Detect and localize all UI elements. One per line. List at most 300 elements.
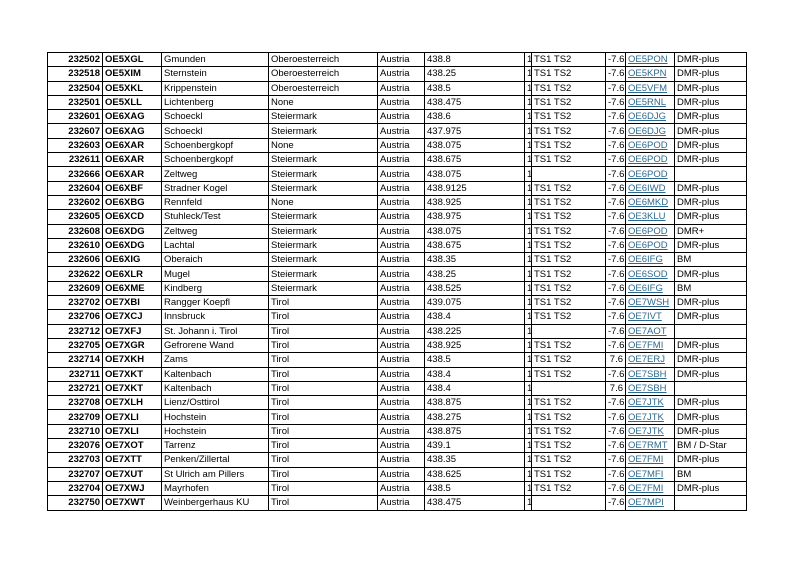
country-cell: Austria: [378, 153, 425, 167]
color-code-cell: 1: [525, 410, 532, 424]
location-cell: Mugel: [162, 267, 269, 281]
location-cell: Weinbergerhaus KU: [162, 496, 269, 510]
table-row: [48, 310, 747, 324]
region-cell: Tirol: [269, 496, 378, 510]
callsign-cell: OE5XGL: [103, 53, 162, 67]
location-cell: Kaltenbach: [162, 367, 269, 381]
color-code-cell: 1: [525, 181, 532, 195]
location-cell: St. Johann i. Tirol: [162, 324, 269, 338]
timeslots-cell: TS1 TS2: [532, 481, 606, 495]
timeslots-cell: TS1 TS2: [532, 67, 606, 81]
frequency-cell: 438.5: [425, 353, 525, 367]
table-row: [48, 95, 747, 109]
sysop-link[interactable]: OE5PON: [626, 53, 675, 67]
table-row: [48, 267, 747, 281]
repeater-id-cell: 232606: [48, 253, 103, 267]
location-cell: Rangger Koepfl: [162, 296, 269, 310]
table-row: [48, 67, 747, 81]
table-row: [48, 338, 747, 352]
callsign-cell: OE6XAR: [103, 138, 162, 152]
timeslots-cell: TS1 TS2: [532, 424, 606, 438]
frequency-cell: 437.975: [425, 124, 525, 138]
location-cell: Kindberg: [162, 281, 269, 295]
callsign-cell: OE7XOT: [103, 439, 162, 453]
region-cell: Steiermark: [269, 238, 378, 252]
frequency-cell: 438.5: [425, 81, 525, 95]
frequency-cell: 438.25: [425, 67, 525, 81]
callsign-cell: OE7XWJ: [103, 481, 162, 495]
shift-cell: -7.6: [606, 310, 626, 324]
timeslots-cell: TS1 TS2: [532, 95, 606, 109]
table-row: [48, 281, 747, 295]
location-cell: Sternstein: [162, 67, 269, 81]
callsign-cell: OE7XKT: [103, 367, 162, 381]
region-cell: Steiermark: [269, 167, 378, 181]
table-row: [48, 53, 747, 67]
table-row: [48, 496, 747, 510]
timeslots-cell: TS1 TS2: [532, 138, 606, 152]
repeater-id-cell: 232702: [48, 296, 103, 310]
callsign-cell: OE7XFJ: [103, 324, 162, 338]
repeater-id-cell: 232502: [48, 53, 103, 67]
location-cell: Schoeckl: [162, 110, 269, 124]
callsign-cell: OE6XAG: [103, 124, 162, 138]
sysop-link[interactable]: OE6IFG: [626, 281, 675, 295]
frequency-cell: 438.35: [425, 453, 525, 467]
sysop-link[interactable]: OE7JTK: [626, 410, 675, 424]
color-code-cell: 1: [525, 281, 532, 295]
country-cell: Austria: [378, 210, 425, 224]
frequency-cell: 438.075: [425, 224, 525, 238]
timeslots-cell: TS1 TS2: [532, 181, 606, 195]
timeslots-cell: [532, 496, 606, 510]
color-code-cell: 1: [525, 310, 532, 324]
shift-cell: -7.6: [606, 367, 626, 381]
shift-cell: -7.6: [606, 67, 626, 81]
callsign-cell: OE7XCJ: [103, 310, 162, 324]
table-row: [48, 195, 747, 209]
network-cell: DMR-plus: [675, 195, 747, 209]
table-row: [48, 238, 747, 252]
network-cell: DMR-plus: [675, 367, 747, 381]
shift-cell: -7.6: [606, 195, 626, 209]
location-cell: Stradner Kogel: [162, 181, 269, 195]
frequency-cell: 438.925: [425, 338, 525, 352]
region-cell: Tirol: [269, 481, 378, 495]
color-code-cell: 1: [525, 496, 532, 510]
region-cell: Oberoesterreich: [269, 81, 378, 95]
timeslots-cell: TS1 TS2: [532, 153, 606, 167]
location-cell: Lienz/Osttirol: [162, 396, 269, 410]
location-cell: Zeltweg: [162, 167, 269, 181]
country-cell: Austria: [378, 396, 425, 410]
sysop-link[interactable]: OE6DJG: [626, 110, 675, 124]
callsign-cell: OE7XUT: [103, 467, 162, 481]
shift-cell: 7.6: [606, 353, 626, 367]
callsign-cell: OE6XCD: [103, 210, 162, 224]
repeater-id-cell: 232518: [48, 67, 103, 81]
frequency-cell: 438.475: [425, 95, 525, 109]
shift-cell: -7.6: [606, 496, 626, 510]
table-row: [48, 439, 747, 453]
region-cell: None: [269, 138, 378, 152]
shift-cell: -7.6: [606, 453, 626, 467]
location-cell: Hochstein: [162, 424, 269, 438]
sysop-link[interactable]: OE7SBH: [626, 367, 675, 381]
timeslots-cell: TS1 TS2: [532, 396, 606, 410]
country-cell: Austria: [378, 181, 425, 195]
frequency-cell: 438.625: [425, 467, 525, 481]
shift-cell: -7.6: [606, 481, 626, 495]
frequency-cell: 438.4: [425, 310, 525, 324]
location-cell: Gefrorene Wand: [162, 338, 269, 352]
sysop-link[interactable]: OE6MKD: [626, 195, 675, 209]
country-cell: Austria: [378, 124, 425, 138]
network-cell: DMR+: [675, 224, 747, 238]
shift-cell: -7.6: [606, 124, 626, 138]
shift-cell: -7.6: [606, 181, 626, 195]
sysop-link[interactable]: OE7ERJ: [626, 353, 675, 367]
color-code-cell: 1: [525, 53, 532, 67]
color-code-cell: 1: [525, 153, 532, 167]
callsign-cell: OE6XDG: [103, 238, 162, 252]
callsign-cell: OE7XBI: [103, 296, 162, 310]
shift-cell: -7.6: [606, 53, 626, 67]
country-cell: Austria: [378, 195, 425, 209]
network-cell: BM / D-Star: [675, 439, 747, 453]
timeslots-cell: TS1 TS2: [532, 353, 606, 367]
sysop-link[interactable]: OE5KPN: [626, 67, 675, 81]
shift-cell: -7.6: [606, 224, 626, 238]
color-code-cell: 1: [525, 481, 532, 495]
repeater-id-cell: 232610: [48, 238, 103, 252]
table-row: [48, 153, 747, 167]
region-cell: Tirol: [269, 439, 378, 453]
network-cell: DMR-plus: [675, 396, 747, 410]
frequency-cell: 438.4: [425, 367, 525, 381]
location-cell: Oberaich: [162, 253, 269, 267]
sysop-link[interactable]: OE7JTK: [626, 424, 675, 438]
network-cell: DMR-plus: [675, 453, 747, 467]
sysop-link[interactable]: OE6IWD: [626, 181, 675, 195]
country-cell: Austria: [378, 95, 425, 109]
network-cell: DMR-plus: [675, 67, 747, 81]
sysop-link[interactable]: OE7WSH: [626, 296, 675, 310]
shift-cell: -7.6: [606, 324, 626, 338]
location-cell: St Ulrich am Pillers: [162, 467, 269, 481]
region-cell: Tirol: [269, 338, 378, 352]
shift-cell: -7.6: [606, 153, 626, 167]
sysop-link[interactable]: OE6POD: [626, 153, 675, 167]
color-code-cell: 1: [525, 67, 532, 81]
network-cell: DMR-plus: [675, 310, 747, 324]
table-row: [48, 138, 747, 152]
sysop-link[interactable]: OE7JTK: [626, 396, 675, 410]
callsign-cell: OE7XKH: [103, 353, 162, 367]
color-code-cell: 1: [525, 424, 532, 438]
country-cell: Austria: [378, 81, 425, 95]
callsign-cell: OE6XAR: [103, 167, 162, 181]
network-cell: [675, 381, 747, 395]
network-cell: [675, 167, 747, 181]
timeslots-cell: TS1 TS2: [532, 253, 606, 267]
location-cell: Schoeckl: [162, 124, 269, 138]
timeslots-cell: TS1 TS2: [532, 310, 606, 324]
sysop-link[interactable]: OE6DJG: [626, 124, 675, 138]
network-cell: DMR-plus: [675, 353, 747, 367]
country-cell: Austria: [378, 439, 425, 453]
timeslots-cell: [532, 324, 606, 338]
timeslots-cell: TS1 TS2: [532, 195, 606, 209]
timeslots-cell: TS1 TS2: [532, 81, 606, 95]
country-cell: Austria: [378, 53, 425, 67]
color-code-cell: 1: [525, 381, 532, 395]
sysop-link[interactable]: OE7SBH: [626, 381, 675, 395]
country-cell: Austria: [378, 453, 425, 467]
sysop-link[interactable]: OE7FMI: [626, 338, 675, 352]
network-cell: DMR-plus: [675, 53, 747, 67]
sysop-link[interactable]: OE6POD: [626, 224, 675, 238]
timeslots-cell: [532, 167, 606, 181]
repeater-id-cell: 232611: [48, 153, 103, 167]
frequency-cell: 438.875: [425, 396, 525, 410]
frequency-cell: 439.075: [425, 296, 525, 310]
location-cell: Zams: [162, 353, 269, 367]
network-cell: DMR-plus: [675, 424, 747, 438]
timeslots-cell: TS1 TS2: [532, 296, 606, 310]
repeater-id-cell: 232666: [48, 167, 103, 181]
table-row: [48, 424, 747, 438]
table-row: [48, 110, 747, 124]
repeater-id-cell: 232721: [48, 381, 103, 395]
location-cell: Rennfeld: [162, 195, 269, 209]
timeslots-cell: TS1 TS2: [532, 439, 606, 453]
sysop-link[interactable]: OE7RMT: [626, 439, 675, 453]
repeater-id-cell: 232710: [48, 424, 103, 438]
sysop-link[interactable]: OE6POD: [626, 138, 675, 152]
callsign-cell: OE6XBG: [103, 195, 162, 209]
network-cell: DMR-plus: [675, 267, 747, 281]
sysop-link[interactable]: OE5RNL: [626, 95, 675, 109]
frequency-cell: 438.9125: [425, 181, 525, 195]
region-cell: Steiermark: [269, 210, 378, 224]
shift-cell: -7.6: [606, 467, 626, 481]
repeater-id-cell: 232608: [48, 224, 103, 238]
color-code-cell: 1: [525, 210, 532, 224]
sysop-link[interactable]: OE6POD: [626, 167, 675, 181]
repeater-id-cell: 232604: [48, 181, 103, 195]
repeater-id-cell: 232605: [48, 210, 103, 224]
callsign-cell: OE7XGR: [103, 338, 162, 352]
color-code-cell: 1: [525, 167, 532, 181]
region-cell: Tirol: [269, 467, 378, 481]
country-cell: Austria: [378, 353, 425, 367]
table-row: [48, 181, 747, 195]
table-row: [48, 453, 747, 467]
country-cell: Austria: [378, 167, 425, 181]
region-cell: Steiermark: [269, 267, 378, 281]
network-cell: DMR-plus: [675, 153, 747, 167]
sysop-link[interactable]: OE7FMI: [626, 481, 675, 495]
location-cell: Krippenstein: [162, 81, 269, 95]
color-code-cell: 1: [525, 110, 532, 124]
shift-cell: -7.6: [606, 238, 626, 252]
network-cell: [675, 324, 747, 338]
color-code-cell: 1: [525, 95, 532, 109]
location-cell: Innsbruck: [162, 310, 269, 324]
country-cell: Austria: [378, 238, 425, 252]
country-cell: Austria: [378, 467, 425, 481]
location-cell: Lichtenberg: [162, 95, 269, 109]
shift-cell: 7.6: [606, 381, 626, 395]
timeslots-cell: TS1 TS2: [532, 453, 606, 467]
sysop-link[interactable]: OE6POD: [626, 238, 675, 252]
network-cell: BM: [675, 281, 747, 295]
region-cell: Tirol: [269, 310, 378, 324]
sysop-link[interactable]: OE7AOT: [626, 324, 675, 338]
timeslots-cell: TS1 TS2: [532, 110, 606, 124]
location-cell: Penken/Zillertal: [162, 453, 269, 467]
network-cell: DMR-plus: [675, 110, 747, 124]
network-cell: DMR-plus: [675, 238, 747, 252]
color-code-cell: 1: [525, 367, 532, 381]
country-cell: Austria: [378, 67, 425, 81]
table-row: [48, 410, 747, 424]
repeater-id-cell: 232602: [48, 195, 103, 209]
frequency-cell: 439.1: [425, 439, 525, 453]
country-cell: Austria: [378, 138, 425, 152]
country-cell: Austria: [378, 253, 425, 267]
table-row: [48, 467, 747, 481]
region-cell: Steiermark: [269, 281, 378, 295]
network-cell: [675, 496, 747, 510]
color-code-cell: 1: [525, 267, 532, 281]
color-code-cell: 1: [525, 296, 532, 310]
sysop-link[interactable]: OE3KLU: [626, 210, 675, 224]
sysop-link[interactable]: OE5VFM: [626, 81, 675, 95]
country-cell: Austria: [378, 281, 425, 295]
repeater-id-cell: 232712: [48, 324, 103, 338]
sysop-link[interactable]: OE6IFG: [626, 253, 675, 267]
repeater-id-cell: 232706: [48, 310, 103, 324]
shift-cell: -7.6: [606, 338, 626, 352]
region-cell: Steiermark: [269, 253, 378, 267]
color-code-cell: 1: [525, 353, 532, 367]
table-row: [48, 167, 747, 181]
network-cell: DMR-plus: [675, 95, 747, 109]
repeater-table: [47, 52, 747, 511]
region-cell: Tirol: [269, 296, 378, 310]
repeater-id-cell: 232711: [48, 367, 103, 381]
region-cell: Tirol: [269, 410, 378, 424]
repeater-id-cell: 232709: [48, 410, 103, 424]
table-row: [48, 381, 747, 395]
repeater-id-cell: 232501: [48, 95, 103, 109]
color-code-cell: 1: [525, 195, 532, 209]
timeslots-cell: TS1 TS2: [532, 224, 606, 238]
region-cell: None: [269, 195, 378, 209]
callsign-cell: OE7XKT: [103, 381, 162, 395]
callsign-cell: OE6XME: [103, 281, 162, 295]
callsign-cell: OE7XLH: [103, 396, 162, 410]
location-cell: Zeltweg: [162, 224, 269, 238]
sysop-link[interactable]: OE6SOD: [626, 267, 675, 281]
repeater-id-cell: 232603: [48, 138, 103, 152]
sysop-link[interactable]: OE7IVT: [626, 310, 675, 324]
shift-cell: -7.6: [606, 138, 626, 152]
repeater-id-cell: 232703: [48, 453, 103, 467]
country-cell: Austria: [378, 481, 425, 495]
location-cell: Lachtal: [162, 238, 269, 252]
network-cell: DMR-plus: [675, 181, 747, 195]
region-cell: Oberoesterreich: [269, 53, 378, 67]
network-cell: DMR-plus: [675, 338, 747, 352]
country-cell: Austria: [378, 338, 425, 352]
country-cell: Austria: [378, 110, 425, 124]
color-code-cell: 1: [525, 224, 532, 238]
frequency-cell: 438.25: [425, 267, 525, 281]
table-row: [48, 253, 747, 267]
frequency-cell: 438.475: [425, 496, 525, 510]
table-row: [48, 81, 747, 95]
sysop-link[interactable]: OE7FMI: [626, 453, 675, 467]
frequency-cell: 438.875: [425, 424, 525, 438]
color-code-cell: 1: [525, 439, 532, 453]
frequency-cell: 438.075: [425, 167, 525, 181]
network-cell: DMR-plus: [675, 481, 747, 495]
table-row: [48, 367, 747, 381]
frequency-cell: 438.225: [425, 324, 525, 338]
network-cell: DMR-plus: [675, 410, 747, 424]
shift-cell: -7.6: [606, 410, 626, 424]
frequency-cell: 438.4: [425, 381, 525, 395]
shift-cell: -7.6: [606, 95, 626, 109]
sysop-link[interactable]: OE7MPI: [626, 496, 675, 510]
shift-cell: -7.6: [606, 253, 626, 267]
network-cell: DMR-plus: [675, 124, 747, 138]
country-cell: Austria: [378, 367, 425, 381]
repeater-id-cell: 232707: [48, 467, 103, 481]
callsign-cell: OE6XLR: [103, 267, 162, 281]
country-cell: Austria: [378, 424, 425, 438]
location-cell: Tarrenz: [162, 439, 269, 453]
color-code-cell: 1: [525, 396, 532, 410]
callsign-cell: OE7XWT: [103, 496, 162, 510]
region-cell: Steiermark: [269, 224, 378, 238]
region-cell: Tirol: [269, 396, 378, 410]
region-cell: Oberoesterreich: [269, 67, 378, 81]
frequency-cell: 438.075: [425, 138, 525, 152]
shift-cell: -7.6: [606, 110, 626, 124]
repeater-id-cell: 232601: [48, 110, 103, 124]
timeslots-cell: TS1 TS2: [532, 124, 606, 138]
callsign-cell: OE6XDG: [103, 224, 162, 238]
table-body: [48, 53, 747, 511]
timeslots-cell: TS1 TS2: [532, 267, 606, 281]
region-cell: Tirol: [269, 453, 378, 467]
shift-cell: -7.6: [606, 439, 626, 453]
location-cell: Gmunden: [162, 53, 269, 67]
sysop-link[interactable]: OE7MFI: [626, 467, 675, 481]
network-cell: BM: [675, 467, 747, 481]
frequency-cell: 438.35: [425, 253, 525, 267]
callsign-cell: OE7XTT: [103, 453, 162, 467]
callsign-cell: OE5XIM: [103, 67, 162, 81]
timeslots-cell: TS1 TS2: [532, 410, 606, 424]
repeater-id-cell: 232750: [48, 496, 103, 510]
shift-cell: -7.6: [606, 296, 626, 310]
location-cell: Kaltenbach: [162, 381, 269, 395]
